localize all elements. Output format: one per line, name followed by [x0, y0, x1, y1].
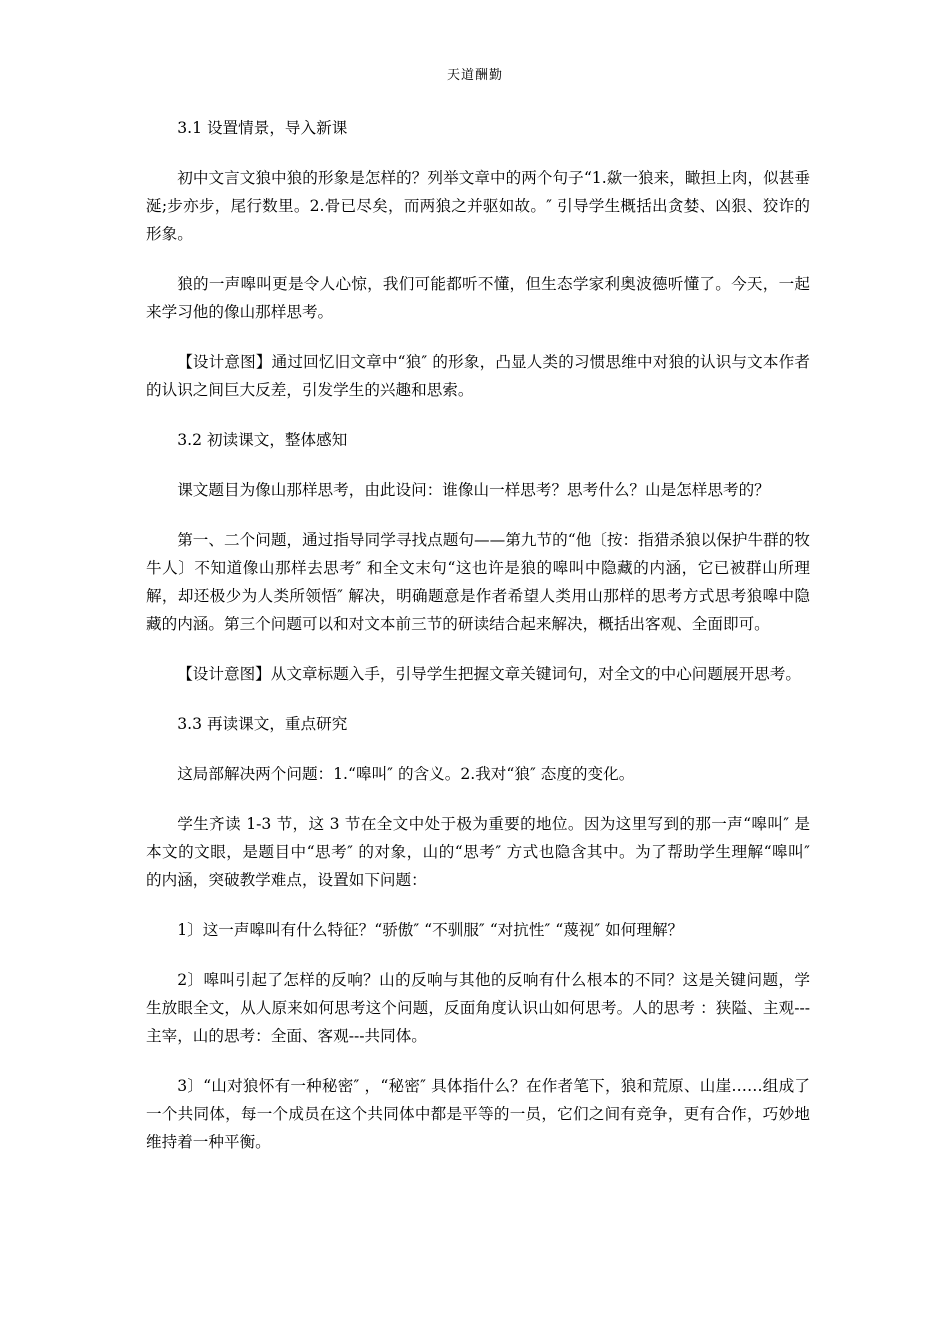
- paragraph: 课文题目为像山那样思考，由此设问：谁像山一样思考？思考什么？山是怎样思考的？: [177, 481, 770, 499]
- question-item: 2〕嗥叫引起了怎样的反响？山的反响与其他的反响有什么根本的不同？这是关键问题，学生放眼全文，从人原来如何思考这个问题，反面角度认识山如何思考。人的思考 ：狭隘、主观---主宰，山的思考：全面、客观---共同体。: [146, 971, 810, 1045]
- design-intent-paragraph: 【设计意图】从文章标题入手，引导学生把握文章关键词句，对全文的中心问题展开思考。: [177, 665, 801, 683]
- section-heading-3-3: 3.3 再读课文，重点研究: [177, 715, 348, 733]
- paragraph: 第一、二个问题，通过指导同学寻找点题句——第九节的“他〔按：指猎杀狼以保护牛群的牧牛人〕不知道像山那样去思考″ 和全文末句“这也许是狼的嗥叫中隐藏的内涵，它已被群山所理解，却还极少为人类所领悟″ 解决，明确题意是作者希望人类用山那样的思考方式思考狼嗥中隐藏的内涵。第三个问题可以和对文本前三节的研读结合起来解决，概括出客观、全面即可。: [146, 531, 810, 633]
- document-body: [146, 114, 810, 1178]
- design-intent-paragraph: 【设计意图】通过回忆旧文章中“狼″ 的形象，凸显人类的习惯思维中对狼的认识与文本作者的认识之间巨大反差，引发学生的兴趣和思索。: [146, 353, 810, 399]
- paragraph: 学生齐读 1-3 节，这 3 节在全文中处于极为重要的地位。因为这里写到的那一声“嗥叫″ 是本文的文眼，是题目中“思考″ 的对象，山的“思考″ 方式也隐含其中。为了帮助学生理解“嗥叫″ 的内涵，突破教学难点，设置如下问题：: [146, 815, 810, 889]
- question-item: 1〕这一声嗥叫有什么特征？“骄傲″ “不驯服″ “对抗性″ “蔑视″ 如何理解？: [177, 921, 684, 939]
- section-heading-3-1: 3.1 设置情景，导入新课: [177, 119, 348, 137]
- section-heading-3-2: 3.2 初读课文，整体感知: [177, 431, 348, 449]
- question-item: 3〕“山对狼怀有一种秘密″ ，“秘密″ 具体指什么？在作者笔下，狼和荒原、山崖……组成了一个共同体，每一个成员在这个共同体中都是平等的一员，它们之间有竞争，更有合作，巧妙地维持着一种平衡。: [146, 1077, 810, 1151]
- paragraph: 初中文言文狼中狼的形象是怎样的？列举文章中的两个句子“1.歘一狼来，瞰担上肉，似甚垂涎;步亦步，尾行数里。2.骨已尽矣，而两狼之并驱如故。″ 引导学生概括出贪婪、凶狠、狡诈的形象。: [146, 169, 810, 243]
- paragraph: 这局部解决两个问题：1.“嗥叫″ 的含义。2.我对“狼″ 态度的变化。: [177, 765, 635, 783]
- page-header: 天道酬勤: [446, 68, 503, 83]
- paragraph: 狼的一声嗥叫更是令人心惊，我们可能都听不懂，但生态学家利奥波德听懂了。今天，一起来学习他的像山那样思考。: [146, 275, 810, 321]
